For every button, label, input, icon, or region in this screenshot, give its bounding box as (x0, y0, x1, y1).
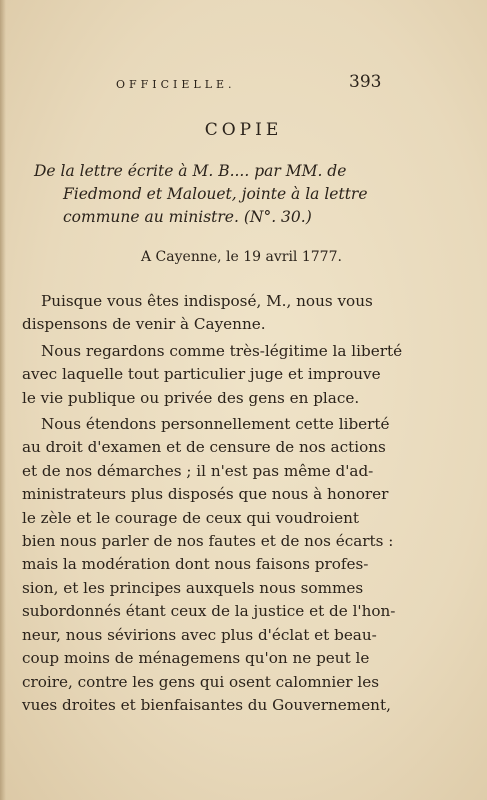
dateline: A Cayenne, le 19 avril 1777. (141, 249, 342, 265)
body-line: vues droites et bienfaisantes du Gouvernement, (22, 695, 391, 714)
body-line: au droit d'examen et de censure de nos actions (22, 438, 386, 457)
body-line: coup moins de ménagemens qu'on ne peut le (22, 649, 370, 668)
body-line: sion, et les principes auxquels nous sommes (22, 578, 364, 597)
body-line: Puisque vous êtes indisposé, M., nous vous (41, 292, 373, 310)
body-line: le vie publique ou privée des gens en place. (22, 388, 360, 407)
body-line: avec laquelle tout particulier juge et improuve (22, 365, 381, 384)
body-line: neur, nous sévirions avec plus d'éclat et beau- (22, 625, 377, 644)
section-title: COPIE (204, 120, 283, 140)
body-line: ministrateurs plus disposés que nous à honorer (22, 485, 389, 504)
page-header (0, 70, 487, 94)
body-line: Nous regardons comme très-légitime la liberté (41, 341, 403, 360)
body-line: croire, contre les gens qui osent calomnier les (22, 672, 380, 691)
running-head: OFFICIELLE. (116, 78, 236, 91)
letter-subtitle (34, 160, 394, 229)
subtitle-line: De la lettre écrite à M. B.... par MM. de (34, 162, 347, 180)
body-line: bien nous parler de nos fautes et de nos écarts : (22, 532, 394, 551)
body-line: Nous étendons personnellement cette liberté (41, 415, 390, 434)
body-line: dispensons de venir à Cayenne. (22, 315, 266, 334)
body-line: mais la modération dont nous faisons profes- (22, 555, 369, 574)
subtitle-line: Fiedmond et Malouet, jointe à la lettre (63, 185, 368, 203)
page-number: 393 (349, 72, 382, 92)
body-line: et de nos démarches ; il n'est pas même d'ad- (22, 461, 374, 480)
subtitle-line: commune au ministre. (N°. 30.) (63, 208, 312, 226)
body-line: subordonnés étant ceux de la justice et de l'hon- (22, 602, 396, 621)
body-line: le zèle et le courage de ceux qui voudroient (22, 508, 359, 527)
letter-body (22, 290, 403, 717)
